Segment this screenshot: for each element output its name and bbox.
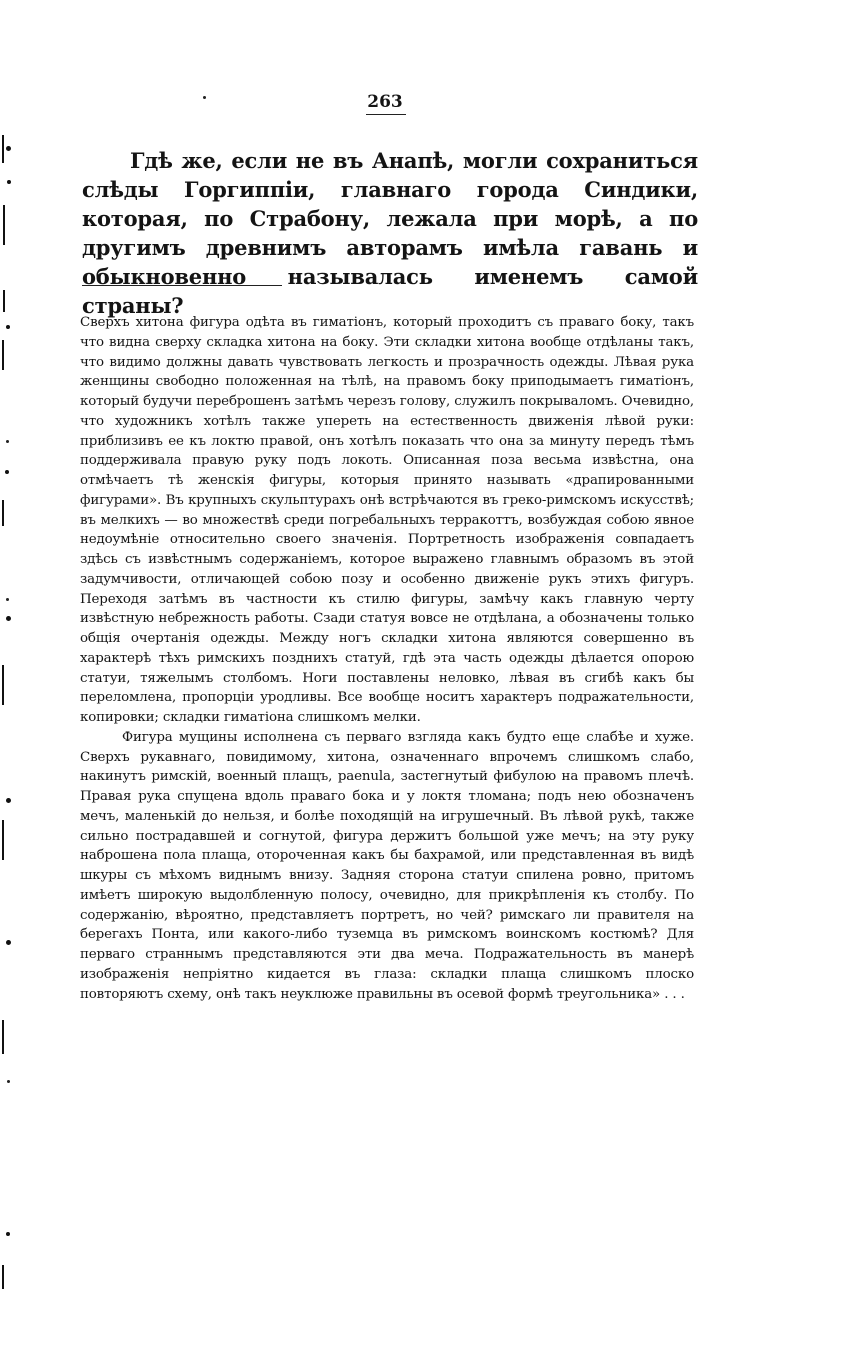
footnote-paragraph-2: Фигура мущины исполнена съ перваго взгляда какъ будто еще слабѣе и хуже. Сверхъ рукавнаго, повидимому, хитона, означеннаго впрочемъ слишкомъ слабо, накинутъ римскій, военный плащъ, paenula, застегнутый фибулою на правомъ плечѣ. Правая рука спущена вдоль праваго бока и у локтя тломана; подъ нею обозначенъ мечъ, маленькій до нельзя, и болѣе походящій на игрушечный. Въ лѣвой рукѣ, также сильно пострадавшей и согнутой, фигура держитъ большой уже мечъ; на эту руку наброшена пола плаща, отороченная какъ бы бахрамой, или представленная въ видѣ шкуры съ мѣхомъ виднымъ внизу. Задняя сторона статуи спилена ровно, притомъ имѣетъ широкую выдолбленную полосу, очевидно, для прикрѣпленія къ столбу. По содержанію, вѣроятно, представляетъ портретъ, но чей? римскаго ли правителя на берегахъ Понта, или какого-либо туземца въ римскомъ воинскомъ костюмѣ? Для перваго страннымъ представляются эти два меча. Подражательность въ манерѣ изображенія непріятно кидается въ глаза: складки плаща слишкомъ плоско повторяютъ схему, онѣ такъ неуклюже правильны въ осевой формѣ треугольника» . . . (80, 729, 694, 1002)
scan-margin-mark (2, 135, 4, 163)
scan-margin-mark (3, 290, 5, 312)
scan-margin-mark (5, 470, 9, 474)
scan-margin-mark (6, 325, 10, 329)
scan-margin-mark (7, 180, 11, 184)
main-paragraph: Гдѣ же, если не въ Анапѣ, могли сохраниться слѣды Горгиппіи, главнаго города Синдики, которая, по Страбону, лежала при морѣ, а по другимъ древнимъ авторамъ имѣла гавань и обыкновенно называлась именемъ самой страны? (82, 148, 698, 318)
scan-margin-mark (2, 500, 4, 526)
scan-margin-mark (6, 1232, 10, 1236)
footnote (80, 313, 694, 1004)
page-number: 263 (367, 92, 403, 112)
scan-margin-mark (2, 1265, 4, 1289)
scan-margin-mark (2, 1020, 4, 1054)
scan-margin-mark (3, 205, 5, 245)
footnote-paragraph-1: Сверхъ хитона фигура одѣта въ гиматіонъ, который проходитъ съ праваго боку, такъ что видна сверху складка хитона на боку. Эти складки хитона вообще отдѣланы такъ, что видимо должны давать чувствовать легкость и прозрачность одежды. Лѣвая рука женщины свободно положенная на тѣлѣ, на правомъ боку приподымаетъ гиматіонъ, который будучи переброшенъ затѣмъ черезъ голову, служилъ покрываломъ. Очевидно, что художникъ хотѣлъ также упереть на естественность движенія лѣвой руки: приблизивъ ее къ локтю правой, онъ хотѣлъ показать что она за минуту передъ тѣмъ поддерживала правую руку подъ локоть. Описанная поза весьма извѣстна, она отмѣчаетъ тѣ женскія фигуры, которыя принято называть «драпированными фигурами». Въ крупныхъ скульптурахъ онѣ встрѣчаются въ греко-римскомъ искусствѣ; въ мелкихъ — во множествѣ среди погребальныхъ терракоттъ, возбуждая собою явное недоумѣніе относительно своего значенія. Портретность изображенія совпадаетъ здѣсь съ извѣстнымъ содержаніемъ, которое выражено главнымъ образомъ въ этой задумчивости, отличающей собою позу и особенно движеніе рукъ этихъ фигуръ. Переходя затѣмъ въ частности къ стилю фигуры, замѣчу какъ главную черту извѣстную небрежность работы. Сзади статуя вовсе не отдѣлана, а обозначены только общія очертанія одежды. Между ногъ складки хитона являются совершенно въ характерѣ тѣхъ римскихъ позднихъ статуй, гдѣ эта часть одежды дѣлается опорою статуи, тяжелымъ столбомъ. Ноги поставлены неловко, лѣвая въ сгибѣ какъ бы переломлена, пропорціи уродливы. Все вообще носитъ характеръ подражательности, копировки; складки гиматіона слишкомъ мелки. (80, 315, 694, 725)
scan-margin-mark (6, 616, 11, 621)
scan-margin-mark (6, 940, 11, 945)
scan-margin-mark (2, 340, 4, 370)
scan-margin-mark (7, 1080, 10, 1083)
scan-speck (203, 96, 206, 99)
scan-margin-mark (6, 440, 9, 443)
scan-margin-mark (6, 798, 11, 803)
scan-margin-mark (2, 665, 4, 705)
scan-margin-mark (6, 146, 11, 151)
page-number-underline (366, 114, 406, 115)
scan-margin-mark (2, 820, 4, 860)
scan-margin-mark (6, 598, 9, 601)
footnote-separator (82, 285, 282, 286)
